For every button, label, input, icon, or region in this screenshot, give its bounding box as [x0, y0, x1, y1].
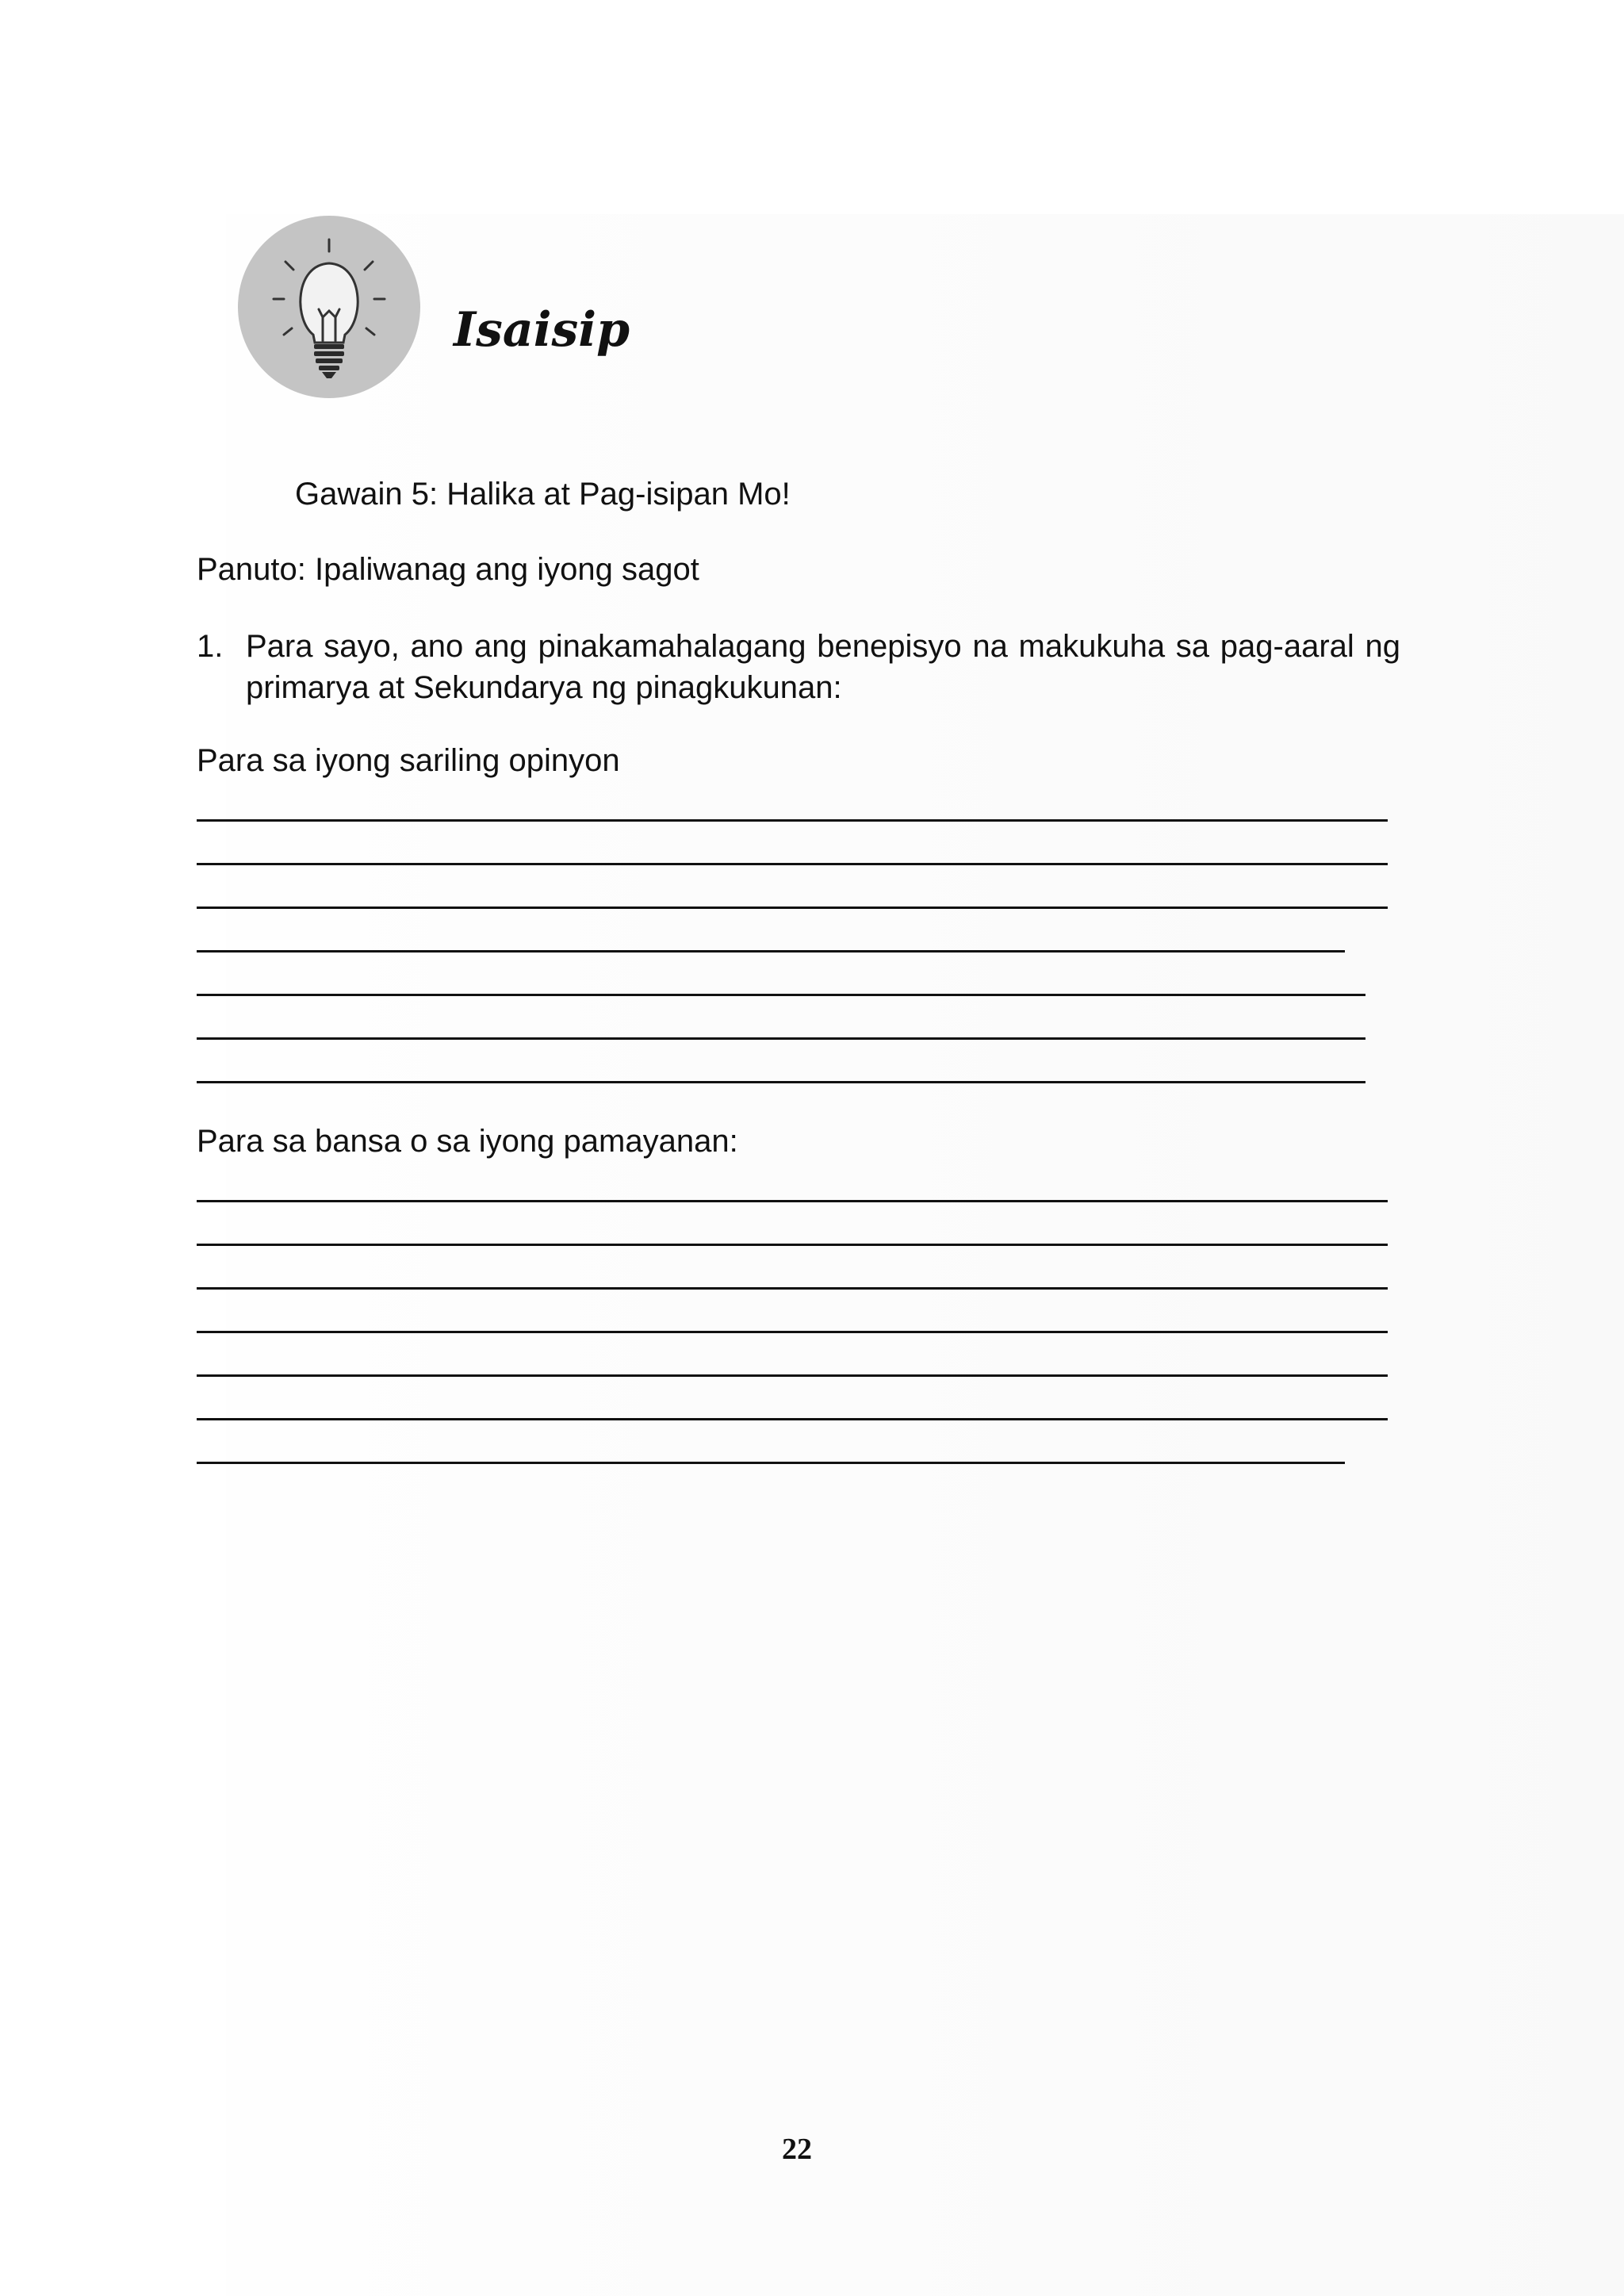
answer-line[interactable]	[197, 994, 1365, 996]
section-label-personal: Para sa iyong sariling opinyon	[197, 743, 620, 778]
answer-line[interactable]	[197, 1418, 1388, 1420]
question-text: Para sayo, ano ang pinakamahalagang benepisyo na makukuha sa pag-aaral ng primarya at Sekundarya ng pinagkukunan:	[246, 629, 1400, 705]
answer-line[interactable]	[197, 1081, 1365, 1083]
page-number: 22	[782, 2133, 812, 2166]
lightbulb-icon	[238, 216, 420, 398]
answer-line[interactable]	[197, 907, 1388, 909]
answer-line[interactable]	[197, 819, 1388, 822]
answer-line[interactable]	[197, 1374, 1388, 1377]
section-title: Isaisip	[454, 302, 630, 358]
content-panel	[226, 214, 1624, 2296]
answer-line[interactable]	[197, 1200, 1388, 1202]
section-label-community: Para sa bansa o sa iyong pamayanan:	[197, 1124, 738, 1159]
answer-line[interactable]	[197, 1331, 1388, 1333]
instruction-text: Panuto: Ipaliwanag ang iyong sagot	[197, 552, 699, 587]
answer-line[interactable]	[197, 1287, 1388, 1290]
answer-line[interactable]	[197, 1037, 1365, 1040]
answer-line[interactable]	[197, 863, 1388, 865]
answer-line[interactable]	[197, 950, 1345, 953]
question-number: 1.	[197, 629, 224, 664]
activity-title: Gawain 5: Halika at Pag-isipan Mo!	[295, 477, 791, 512]
answer-line[interactable]	[197, 1462, 1345, 1464]
answer-line[interactable]	[197, 1244, 1388, 1246]
